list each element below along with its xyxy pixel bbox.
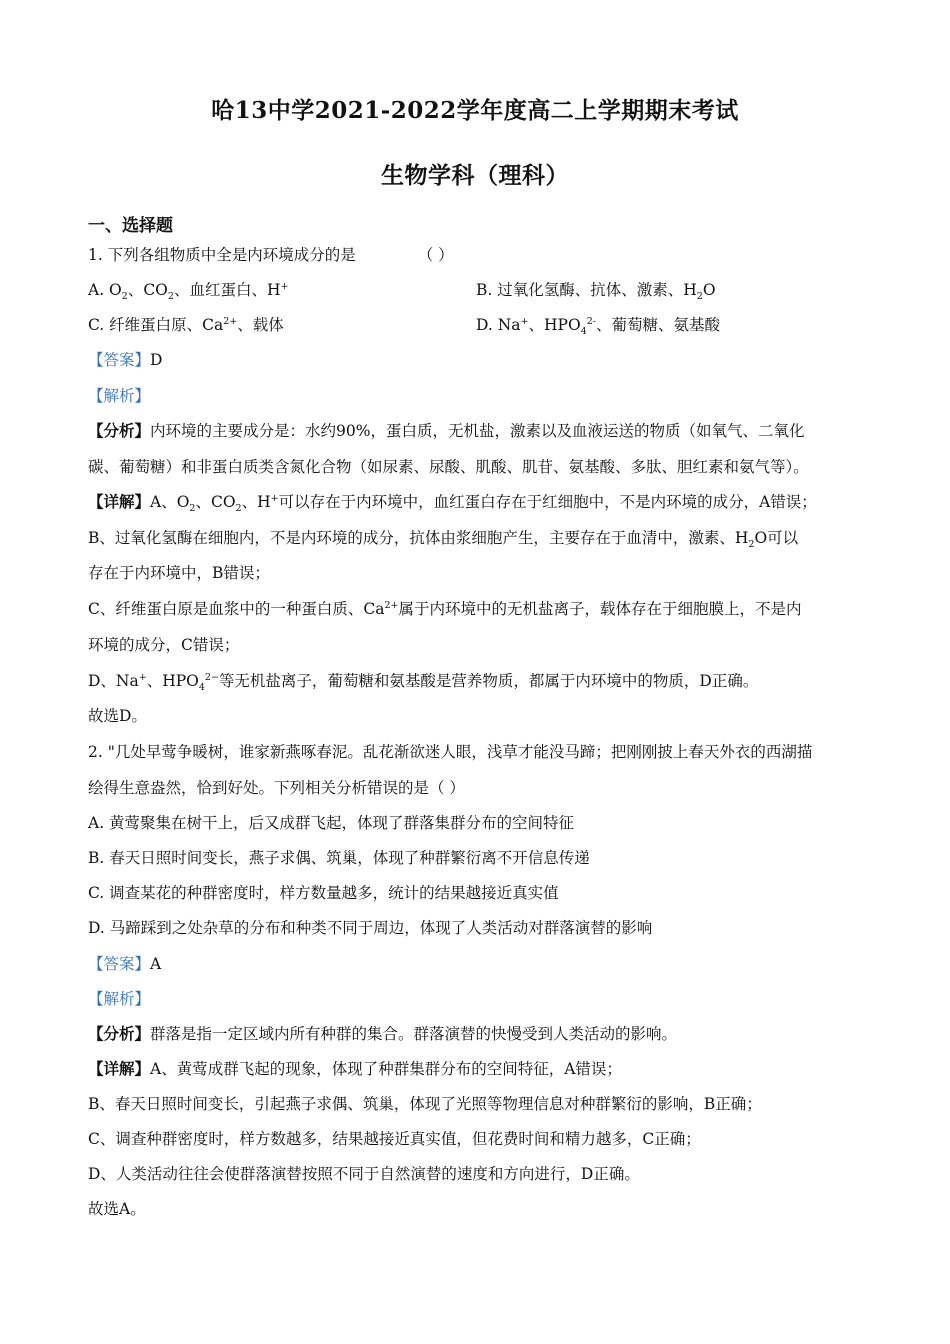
q1-detail-6: D、Na+、$HPO_4^{2-}$等无机盐离子，葡萄糖和氨基酸是营养物质，都属于内环境中的物质，D正确。 [88, 671, 759, 694]
q1-analysis-label: 【解析】 [88, 387, 151, 405]
answer-value: D [150, 351, 163, 369]
q1-answer [88, 350, 162, 370]
q1-option-d: D. Na+、$HPO_4^{2-}$、葡萄糖、氨基酸 [476, 315, 720, 338]
q1-conclusion: 故选D。 [88, 707, 147, 725]
q1-option-a: A. $O_2$、$CO_2$、血红蛋白、H+ [88, 280, 289, 303]
q2-option-d: D. 马蹄踩到之处杂草的分布和种类不同于周边，体现了人类活动对群落演替的影响 [88, 919, 653, 937]
q1-option-c: C. 纤维蛋白原、$Ca^{2+}$、载体 [88, 315, 284, 334]
section-heading: 一、选择题 [88, 216, 173, 236]
q2-stem-1: 2. "几处早莺争暖树，谁家新燕啄春泥。乱花渐欲迷人眼，浅草才能没马蹄；把刚刚披上春天外衣的西湖描 [88, 743, 813, 761]
q1-detail-5: 环境的成分，C错误； [88, 636, 240, 654]
q2-detail-3: C、调查种群密度时，样方数越多，结果越接近真实值，但花费时间和精力越多，C正确； [88, 1130, 701, 1148]
answer-value: A [150, 955, 162, 973]
q2-answer [88, 954, 161, 974]
q1-detail-2: B、过氧化氢酶在细胞内，不是内环境的成分，抗体由浆细胞产生，主要存在于血清中，激素、$H_2O$可以 [88, 529, 799, 551]
q1-fenxi-2: 碳、葡萄糖）和非蛋白质类含氮化合物（如尿素、尿酸、肌酸、肌苷、氨基酸、多肽、胆红素和氨气等）。 [88, 458, 809, 476]
page-title: 哈13中学2021-2022学年度高二上学期期末考试 [211, 97, 739, 124]
q2-detail-4: D、人类活动往往会使群落演替按照不同于自然演替的速度和方向进行，D正确。 [88, 1165, 640, 1183]
q1-detail-3: 存在于内环境中，B错误； [88, 564, 270, 582]
q1-detail-1: 【详解】A、$O_2$、$CO_2$、H+可以存在于内环境中，血红蛋白存在于红细胞中，不是内环境的成分，A错误； [88, 492, 817, 515]
q2-option-a: A. 黄莺聚集在树干上，后又成群飞起，体现了群落集群分布的空间特征 [88, 814, 575, 832]
q2-analysis-label: 【解析】 [88, 990, 151, 1008]
q1-option-b: B. 过氧化氢酶、抗体、激素、$H_2O$ [476, 281, 716, 303]
q1-fenxi-1: 【分析】内环境的主要成分是：水约90%，蛋白质，无机盐，激素以及血液运送的物质（如氧气、二氧化 [88, 421, 805, 440]
q1-answer-paren: （ ） [417, 246, 454, 264]
q2-stem-2: 绘得生意盎然，恰到好处。下列相关分析错误的是（ ） [88, 779, 465, 797]
answer-label: 【答案】 [88, 351, 151, 369]
answer-label: 【答案】 [88, 955, 151, 973]
q2-option-c: C. 调查某花的种群密度时，样方数量越多，统计的结果越接近真实值 [88, 884, 559, 902]
q2-detail-1: 【详解】A、黄莺成群飞起的现象，体现了种群集群分布的空间特征，A错误； [88, 1059, 622, 1078]
q1-detail-4: C、纤维蛋白原是血浆中的一种蛋白质、$Ca^{2+}$属于内环境中的无机盐离子，载体存在于细胞膜上，不是内 [88, 599, 802, 618]
q2-option-b: B. 春天日照时间变长，燕子求偶、筑巢，体现了种群繁衍离不开信息传递 [88, 849, 590, 867]
q2-fenxi: 【分析】群落是指一定区域内所有种群的集合。群落演替的快慢受到人类活动的影响。 [88, 1024, 678, 1043]
q1-stem: 1. 下列各组物质中全是内环境成分的是 （ ） [88, 246, 454, 264]
page-subtitle: 生物学科（理科） [381, 162, 569, 189]
q2-conclusion: 故选A。 [88, 1200, 146, 1218]
q2-detail-2: B、春天日照时间变长，引起燕子求偶、筑巢，体现了光照等物理信息对种群繁衍的影响，B正确； [88, 1095, 762, 1113]
